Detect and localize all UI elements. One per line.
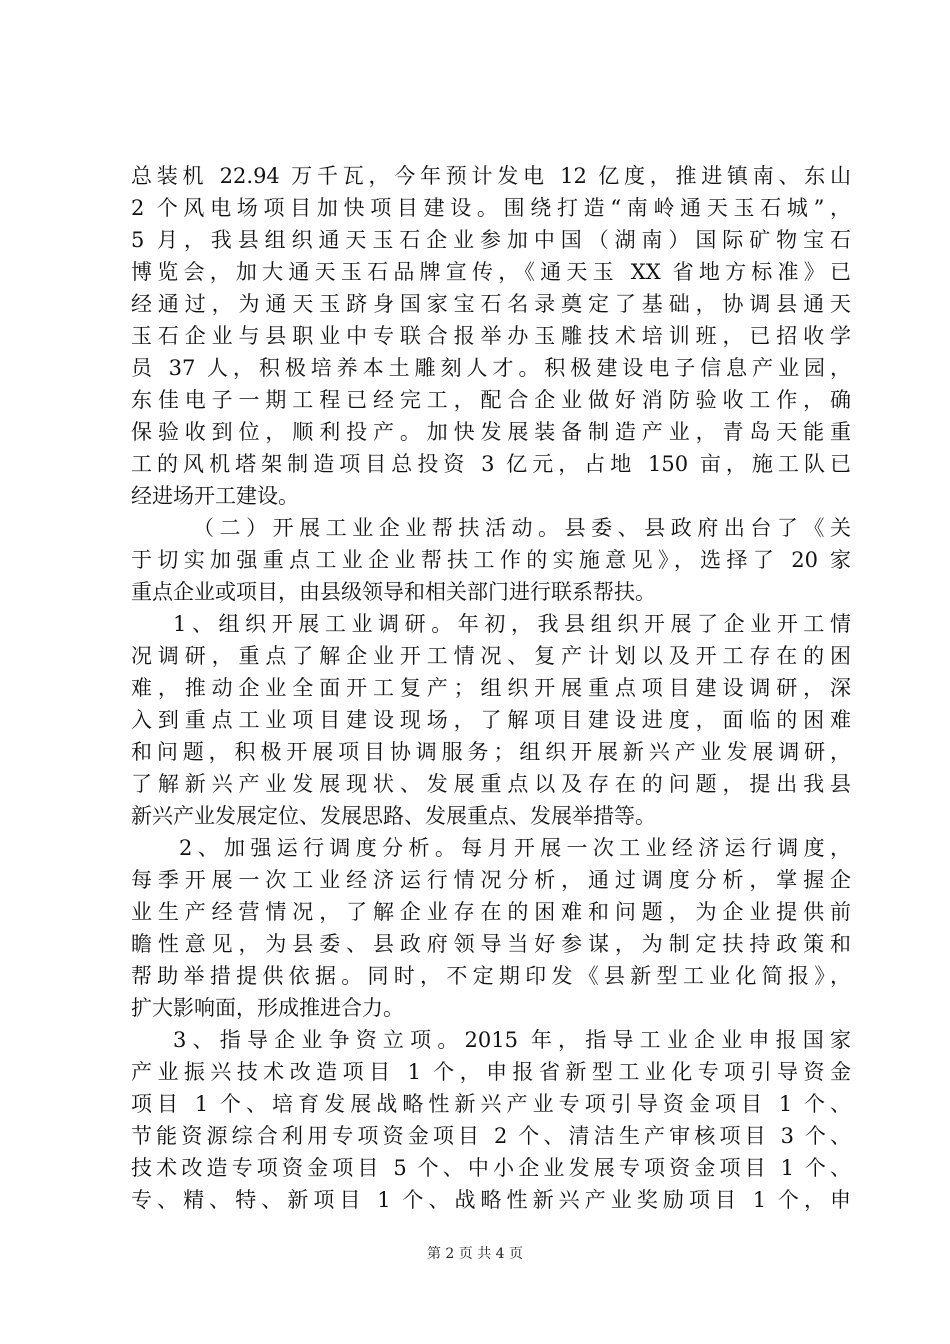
text-line: 总装机 22.94 万千瓦，今年预计发电 12 亿度，推进镇南、东山	[131, 164, 851, 188]
text-line: 东佳电子一期工程已经完工，配合企业做好消防验收工作，确	[131, 388, 851, 412]
text-line: 5 月，我县组织通天玉石企业参加中国（湖南）国际矿物宝石	[131, 228, 851, 252]
text-line: 和问题，积极开展项目协调服务；组织开展新兴产业发展调研，	[131, 740, 851, 764]
text-line: 帮助举措提供依据。同时，不定期印发《县新型工业化简报》，	[131, 964, 851, 988]
subsection-heading-line: 1、组织开展工业调研。年初，我县组织开展了企业开工情	[173, 612, 851, 636]
text-line: 瞻性意见，为县委、县政府领导当好参谋，为制定扶持政策和	[131, 932, 851, 956]
text-line: 每季开展一次工业经济运行情况分析，通过调度分析，掌握企	[131, 868, 851, 892]
text-line: 况调研，重点了解企业开工情况、复产计划以及开工存在的困	[131, 644, 851, 668]
text-line: 2 个风电场项目加快项目建设。围绕打造“南岭通天玉石城”，	[131, 196, 851, 220]
section-heading-line: （二）开展工业企业帮扶活动。县委、县政府出台了《关	[193, 516, 851, 540]
text-line: 新兴产业发展定位、发展思路、发展重点、发展举措等。	[131, 804, 656, 828]
subsection-heading-line: 2、加强运行调度分析。每月开展一次工业经济运行调度，	[179, 836, 851, 860]
text-line: 员 37 人，积极培养本土雕刻人才。积极建设电子信息产业园，	[131, 356, 851, 380]
text-line: 重点企业或项目，由县级领导和相关部门进行联系帮扶。	[131, 580, 656, 604]
text-line: 扩大影响面，形成推进合力。	[131, 996, 404, 1020]
subsection-heading-line: 3、指导企业争资立项。2015 年，指导工业企业申报国家	[173, 1028, 851, 1052]
text-line: 保验收到位，顺利投产。加快发展装备制造产业，青岛天能重	[131, 420, 851, 444]
text-line: 项目 1 个、培育发展战略性新兴产业专项引导资金项目 1 个、	[131, 1092, 851, 1116]
text-line: 经通过，为通天玉跻身国家宝石名录奠定了基础，协调县通天	[131, 292, 851, 316]
text-line: 节能资源综合利用专项资金项目 2 个、清洁生产审核项目 3 个、	[131, 1124, 851, 1148]
text-line: 了解新兴产业发展现状、发展重点以及存在的问题，提出我县	[131, 772, 851, 796]
text-line: 产业振兴技术改造项目 1 个，申报省新型工业化专项引导资金	[131, 1060, 851, 1084]
text-line: 工的风机塔架制造项目总投资 3 亿元，占地 150 亩，施工队已	[131, 452, 851, 476]
text-line: 玉石企业与县职业中专联合报举办玉雕技术培训班，已招收学	[131, 324, 851, 348]
text-line: 业生产经营情况，了解企业存在的困难和问题，为企业提供前	[131, 900, 851, 924]
text-line: 技术改造专项资金项目 5 个、中小企业发展专项资金项目 1 个、	[131, 1156, 851, 1180]
text-line: 入到重点工业项目建设现场，了解项目建设进度，面临的困难	[131, 708, 851, 732]
page-footer: 第 2 页 共 4 页	[426, 1246, 524, 1262]
text-line: 专、精、特、新项目 1 个、战略性新兴产业奖励项目 1 个，申	[131, 1188, 851, 1212]
text-line: 难，推动企业全面开工复产；组织开展重点项目建设调研，深	[131, 676, 851, 700]
document-body	[131, 160, 851, 1216]
text-line: 博览会，加大通天玉石品牌宣传，《通天玉 XX 省地方标准》已	[131, 260, 851, 284]
text-line: 于切实加强重点工业企业帮扶工作的实施意见》，选择了 20 家	[131, 548, 851, 572]
text-line: 经进场开工建设。	[131, 484, 299, 508]
